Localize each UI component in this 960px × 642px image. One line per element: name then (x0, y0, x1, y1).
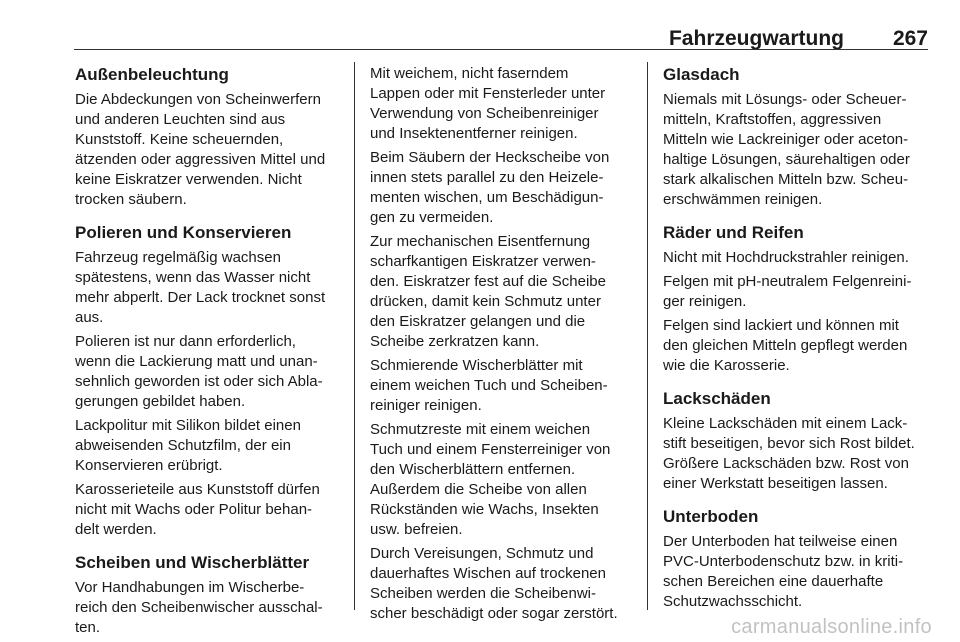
paragraph: Der Unterboden hat teilweise einen PVC-Unterbodenschutz bzw. in kriti- schen Bereichen eine dauerhafte Schutzwachsschicht. (663, 533, 904, 610)
paragraph: Fahrzeug regelmäßig wachsen spätestens, wenn das Wasser nicht mehr abperlt. Der Lack trocknet sonst aus. (75, 249, 326, 326)
heading-lackschaeden: Lackschäden (663, 389, 771, 408)
paragraph: Nicht mit Hochdruckstrahler reinigen. (663, 249, 909, 266)
paragraph: Niemals mit Lösungs- oder Scheuer- mitteln, Kraftstoffen, aggressiven Mitteln wie Lackreiniger oder aceton- haltige Lösungen, säurehaltigen oder stark alkalischen Mitteln bzw. Scheu- erschwämmen reinigen. (663, 91, 910, 208)
page-header-title: Fahrzeugwartung (668, 27, 844, 50)
paragraph: Mit weichem, nicht faserndem Lappen oder mit Fensterleder unter Verwendung von Scheibenreiniger und Insektenentferner reinigen. (370, 65, 606, 142)
paragraph: Polieren ist nur dann erforderlich, wenn die Lackierung matt und unan- sehnlich geworden ist oder sich Abla- gerungen gebildet haben. (75, 333, 323, 410)
header-rule (74, 49, 928, 50)
heading-aussenbeleuchtung: Außenbeleuchtung (75, 65, 229, 84)
heading-unterboden: Unterboden (663, 507, 759, 526)
paragraph: Karosserieteile aus Kunststoff dürfen nicht mit Wachs oder Politur behan- delt werden. (75, 481, 320, 538)
watermark-text: carmanualsonline.info (731, 616, 932, 638)
column-divider (354, 62, 355, 610)
paragraph: Durch Vereisungen, Schmutz und dauerhaftes Wischen auf trockenen Scheiben werden die Scheibenwi- scher beschädigt oder sogar zerstört. (370, 545, 618, 622)
column-left (75, 62, 345, 636)
column-middle (370, 62, 640, 622)
column-right (663, 62, 933, 612)
paragraph: Kleine Lackschäden mit einem Lack- stift beseitigen, bevor sich Rost bildet. Größere Lackschäden bzw. Rost von einer Werkstatt beseitigen lassen. (663, 415, 915, 492)
paragraph: Felgen mit pH-neutralem Felgenreini- ger reinigen. (663, 273, 912, 310)
paragraph: Beim Säubern der Heckscheibe von innen stets parallel zu den Heizele- menten wischen, um Beschädigun- gen zu vermeiden. (370, 149, 610, 226)
heading-scheiben-und-wischerblaetter: Scheiben und Wischerblätter (75, 553, 310, 572)
column-divider (647, 62, 648, 610)
heading-polieren-und-konservieren: Polieren und Konservieren (75, 223, 292, 242)
paragraph: Die Abdeckungen von Scheinwerfern und anderen Leuchten sind aus Kunststoff. Keine scheuernden, ätzenden oder aggressiven Mittel und keine Eiskratzer verwenden. Nicht trocken säubern. (75, 91, 326, 208)
page-number: 267 (892, 27, 928, 50)
paragraph: Vor Handhabungen im Wischerbe- reich den Scheibenwischer ausschal- ten. (75, 579, 323, 636)
heading-glasdach: Glasdach (663, 65, 740, 84)
paragraph: Felgen sind lackiert und können mit den gleichen Mitteln gepflegt werden wie die Karosserie. (663, 317, 908, 374)
paragraph: Schmierende Wischerblätter mit einem weichen Tuch und Scheiben- reiniger reinigen. (370, 357, 608, 414)
paragraph: Lackpolitur mit Silikon bildet einen abweisenden Schutzfilm, der ein Konservieren erübrigt. (75, 417, 301, 474)
paragraph: Schmutzreste mit einem weichen Tuch und einem Fensterreiniger von den Wischerblättern entfernen. Außerdem die Scheibe von allen Rückständen wie Wachs, Insekten usw. befreien. (370, 421, 611, 538)
paragraph: Zur mechanischen Eisentfernung scharfkantigen Eiskratzer verwen- den. Eiskratzer fest auf die Scheibe drücken, damit kein Schmutz unter den Eiskratzer gelangen und die Scheibe zerkratzen kann. (370, 233, 606, 350)
heading-raeder-und-reifen: Räder und Reifen (663, 223, 804, 242)
